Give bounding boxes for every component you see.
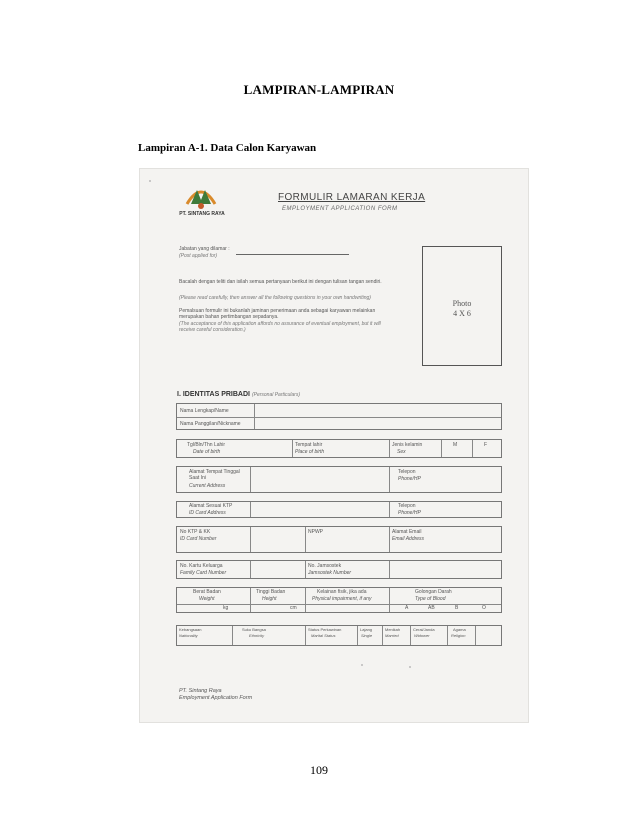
section-heading xyxy=(177,391,300,398)
page-title: LAMPIRAN-LAMPIRAN xyxy=(243,82,395,97)
id-address-label: Alamat Sesuai KTP xyxy=(189,503,233,509)
blood-label-en: Type of Blood xyxy=(415,596,446,602)
marital-label: Status Perkawinan xyxy=(308,627,342,632)
sex-female-option[interactable]: F xyxy=(484,442,488,448)
company-logo xyxy=(167,184,237,224)
weight-unit: kg xyxy=(223,605,229,611)
birth-row xyxy=(176,439,502,458)
widowed-label-en: Widower xyxy=(414,633,430,638)
blood-type-a[interactable]: A xyxy=(405,605,409,611)
note: Pemalsuan formulir ini bukanlah jaminan penerimaan anda sebagai karyawan melainkan merupakan bahan pertimbangan sepadanya. xyxy=(179,308,376,320)
applied-for-line xyxy=(236,254,349,255)
photo-label: Photo xyxy=(452,299,472,308)
form-footer xyxy=(179,688,252,702)
jamsostek-label: No. Jamsostek xyxy=(308,563,342,569)
photo-box xyxy=(422,246,502,366)
scanned-form xyxy=(139,168,529,723)
email-label-en: Email Address xyxy=(392,536,425,542)
phone2-label: Telepon xyxy=(398,503,416,509)
note-en: (The acceptance of this application affords no assurance of eventual employment, but it will receive careful consideration.) xyxy=(179,321,381,333)
id-number-label-en: ID Card Number xyxy=(180,536,217,542)
id-number-row xyxy=(176,526,502,553)
height-label-en: Height xyxy=(262,596,277,602)
photo-size: 4 X 6 xyxy=(453,309,471,318)
section-title: I. IDENTITAS PRIBADI xyxy=(177,391,250,398)
married-label: Menikah xyxy=(385,627,401,632)
footer-company: PT. Sintang Raya xyxy=(179,688,222,694)
blood-label: Golongan Darah xyxy=(415,589,452,595)
instructions: Bacalah dengan teliti dan isilah semua pertanyaan berikut ini dengan tulisan tangan sendiri. xyxy=(179,279,382,285)
ethnicity-label: Suku Bangsa xyxy=(242,627,266,632)
nickname-label: Nama Panggilan/Nickname xyxy=(180,421,241,427)
figure-caption: Lampiran A-1. Data Calon Karyawan xyxy=(138,142,317,154)
single-label-en: Single xyxy=(361,633,373,638)
id-address-row xyxy=(176,501,502,518)
full-name-label: Nama Lengkap/Name xyxy=(180,408,229,414)
single-label: Lajang xyxy=(360,627,373,632)
logo-emblem-icon xyxy=(181,184,221,212)
impairment-label: Kelainan fisik, jika ada xyxy=(317,589,367,595)
height-label: Tinggi Badan xyxy=(256,589,286,595)
instructions-en: (Please read carefully, then answer all the following questions in your own handwriting) xyxy=(179,295,371,301)
phone-label: Telepon xyxy=(398,469,416,475)
sex-male-option[interactable]: M xyxy=(453,442,458,448)
blood-type-o[interactable]: O xyxy=(482,605,486,611)
widowed-label: Cerai/Janda xyxy=(413,627,435,632)
phone-label-en: Phone/HP xyxy=(398,476,421,482)
sex-label-en: Sex xyxy=(397,449,406,455)
id-address-label-en: ID Card Address xyxy=(189,510,226,516)
height-unit: cm xyxy=(290,605,297,611)
email-label: Alamat Email xyxy=(392,529,422,535)
company-name: PT. SINTANG RAYA xyxy=(179,211,225,217)
status-row xyxy=(176,625,502,646)
applied-for-label-en: (Post applied for) xyxy=(179,253,218,259)
section-title-en: (Personal Particulars) xyxy=(251,392,301,398)
religion-label: Agama xyxy=(453,627,466,632)
blood-type-ab[interactable]: AB xyxy=(428,605,435,611)
form-title: FORMULIR LAMARAN KERJA xyxy=(278,192,426,203)
phone2-label-en: Phone/HP xyxy=(398,510,421,516)
marital-label-en: Marital Status xyxy=(311,633,336,638)
applied-for-label: Jabatan yang dilamar : xyxy=(179,246,230,252)
religion-label-en: Religion xyxy=(451,633,466,638)
family-card-label-en: Family Card Number xyxy=(180,570,227,576)
sex-label: Jenis kelamin xyxy=(392,442,423,448)
pob-label: Tempat lahir xyxy=(295,442,323,448)
married-label-en: Married xyxy=(385,633,399,638)
family-card-row xyxy=(176,560,502,579)
nationality-label: Kebangsaan xyxy=(179,627,202,632)
page-number: 109 xyxy=(310,763,328,777)
nationality-label-en: Nationality xyxy=(179,633,198,638)
dob-label: Tgl/Bln/Thn Lahir xyxy=(187,442,226,448)
id-number-label: No KTP & KK xyxy=(180,529,211,535)
current-address-label: Alamat Tempat Tinggal Saat Ini xyxy=(189,469,240,481)
pob-label-en: Place of birth xyxy=(295,449,325,455)
physical-row xyxy=(176,587,502,613)
blood-type-b[interactable]: B xyxy=(455,605,459,611)
name-box xyxy=(176,403,502,430)
dob-label-en: Date of birth xyxy=(193,449,221,455)
jamsostek-label-en: Jamsostek Number xyxy=(308,570,352,576)
family-card-label: No. Kartu Keluarga xyxy=(180,563,223,569)
weight-label-en: Weight xyxy=(199,596,215,602)
ethnicity-label-en: Ethnicity xyxy=(249,633,265,638)
footer-form-name: Employment Application Form xyxy=(179,695,253,701)
impairment-label-en: Physical impairment, if any xyxy=(312,596,372,602)
form-subtitle: EMPLOYMENT APPLICATION FORM xyxy=(282,206,398,212)
current-address-label-en: Current Address xyxy=(189,483,226,489)
weight-label: Berat Badan xyxy=(193,589,221,595)
current-address-row xyxy=(176,466,502,493)
npwp-label: NPWP xyxy=(308,529,323,535)
